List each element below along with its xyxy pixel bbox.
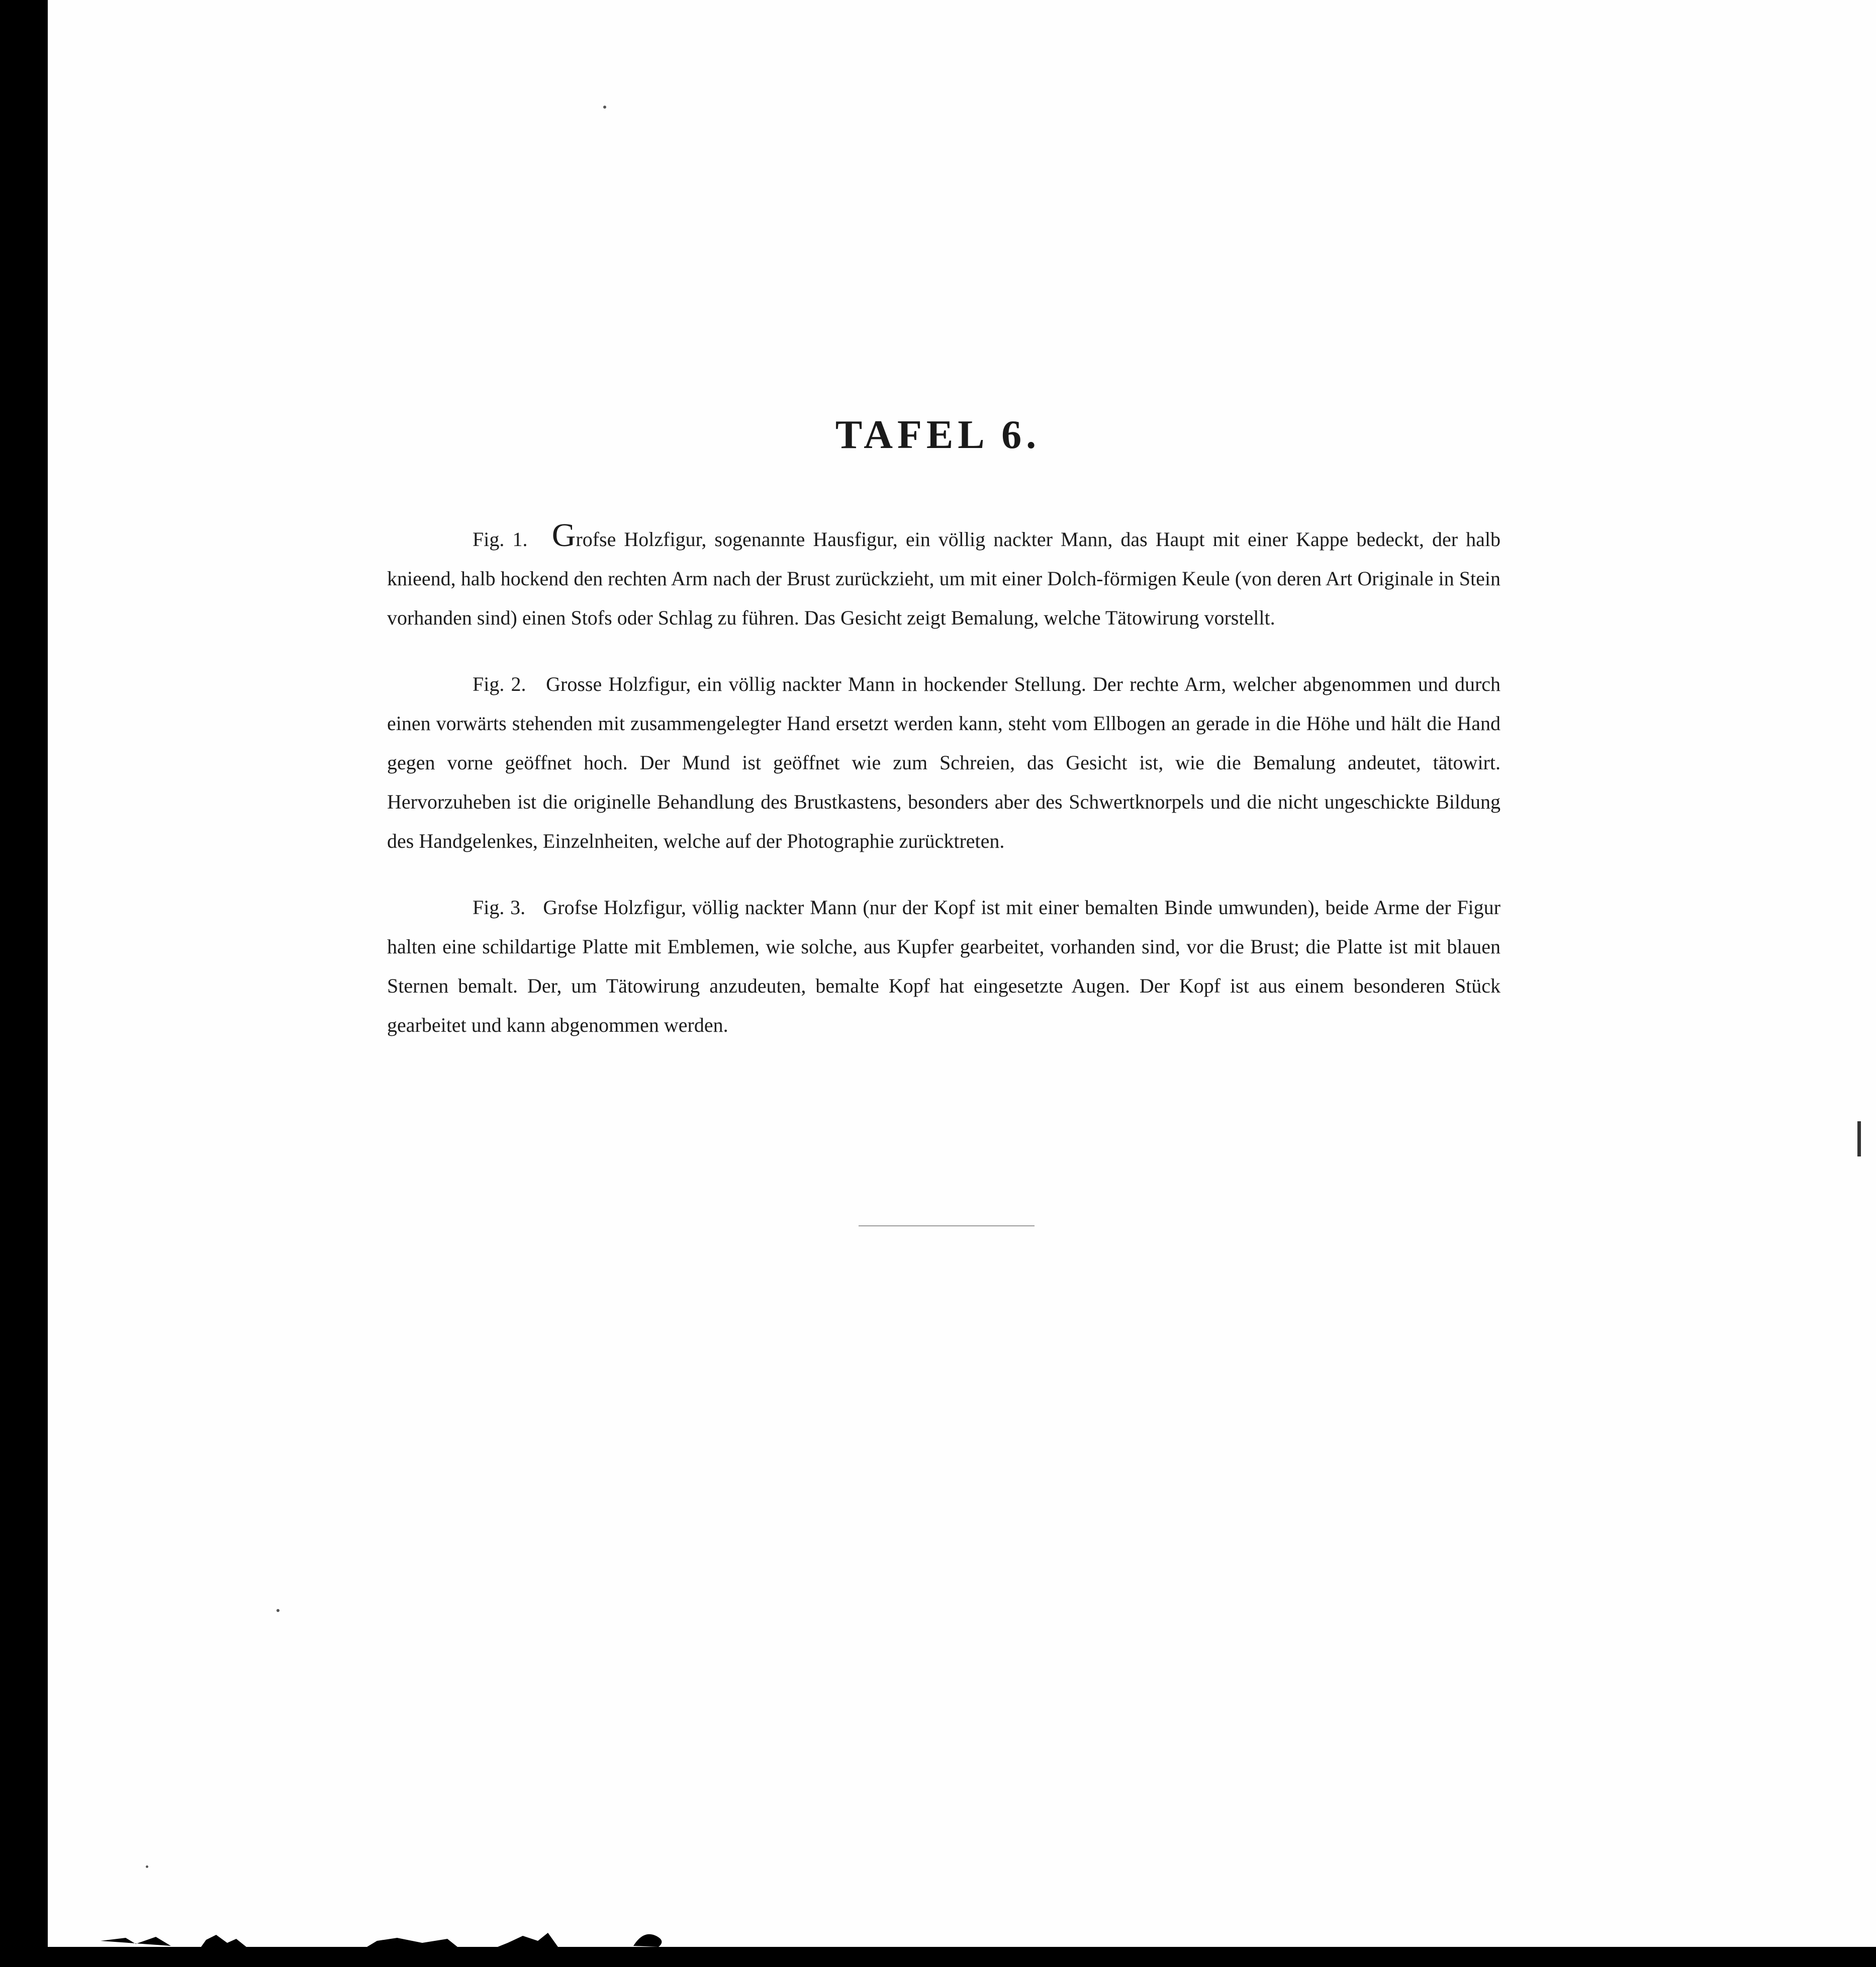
fig-2-text: Grosse Holzfigur, ein völlig nackter Mann in hockender Stellung. Der rechte Arm, welcher abgenommen und durch einen vorwärts stehenden mit zusammengelegter Hand ersetzt werden kann, steht vom Ellbogen an gerade in die Höhe und hält die Hand gegen vorne geöffnet hoch. Der Mund ist geöffnet wie zum Schreien, das Gesicht ist, wie die Bemalung andeutet, tätowirt. Hervorzuheben ist die originelle Behandlung des Brustkastens, besonders aber des Schwertknorpels und die nicht ungeschickte Bildung des Handgelenkes, Einzelnheiten, welche auf der Photographie zurücktreten. bbox=[387, 673, 1501, 852]
dust-speck bbox=[276, 1609, 279, 1612]
fig-2-paragraph bbox=[387, 665, 1500, 861]
fig-1-paragraph bbox=[387, 517, 1501, 638]
fig-3-label: Fig. 3. bbox=[473, 896, 526, 919]
scan-border-bottom bbox=[0, 1947, 1876, 1967]
fig-1-text: rofse Holzfigur, sogenannte Hausfigur, ein völlig nackter Mann, das Haupt mit einer Kappe bedeckt, der halb knieend, halb hockend den rechten Arm nach der Brust zurückzieht, um mit einer Dolch-förmigen Keule (von deren Art Originale in Stein vorhanden sind) einen Stofs oder Schlag zu führen. Das Gesicht zeigt Bemalung, welche Tätowirung vorstellt. bbox=[387, 528, 1501, 629]
edge-mark bbox=[1857, 1121, 1861, 1156]
fig-3-paragraph bbox=[387, 888, 1500, 1045]
section-divider bbox=[859, 1225, 1035, 1226]
scan-border-left bbox=[0, 0, 48, 1967]
dust-speck bbox=[603, 106, 606, 109]
bottom-scan-marks bbox=[96, 1926, 1830, 1947]
dust-speck bbox=[146, 1865, 148, 1868]
fig-3-text: Grofse Holzfigur, völlig nackter Mann (nur der Kopf ist mit einer bemalten Binde umwunden), beide Arme der Figur halten eine schildartige Platte mit Emblemen, wie solche, aus Kupfer gearbeitet, vorhanden sind, vor die Brust; die Platte ist mit blauen Sternen bemalt. Der, um Tätowirung anzudeuten, bemalte Kopf hat eingesetzte Augen. Der Kopf ist aus einem besonderen Stück gearbeitet und kann abgenommen werden. bbox=[387, 896, 1500, 1036]
fig-1-label: Fig. 1. bbox=[473, 528, 528, 551]
body-text bbox=[387, 517, 1501, 1072]
fig-1-dropcap: G bbox=[551, 517, 576, 554]
page-title: TAFEL 6. bbox=[835, 413, 1041, 457]
fig-2-label: Fig. 2. bbox=[473, 673, 526, 695]
